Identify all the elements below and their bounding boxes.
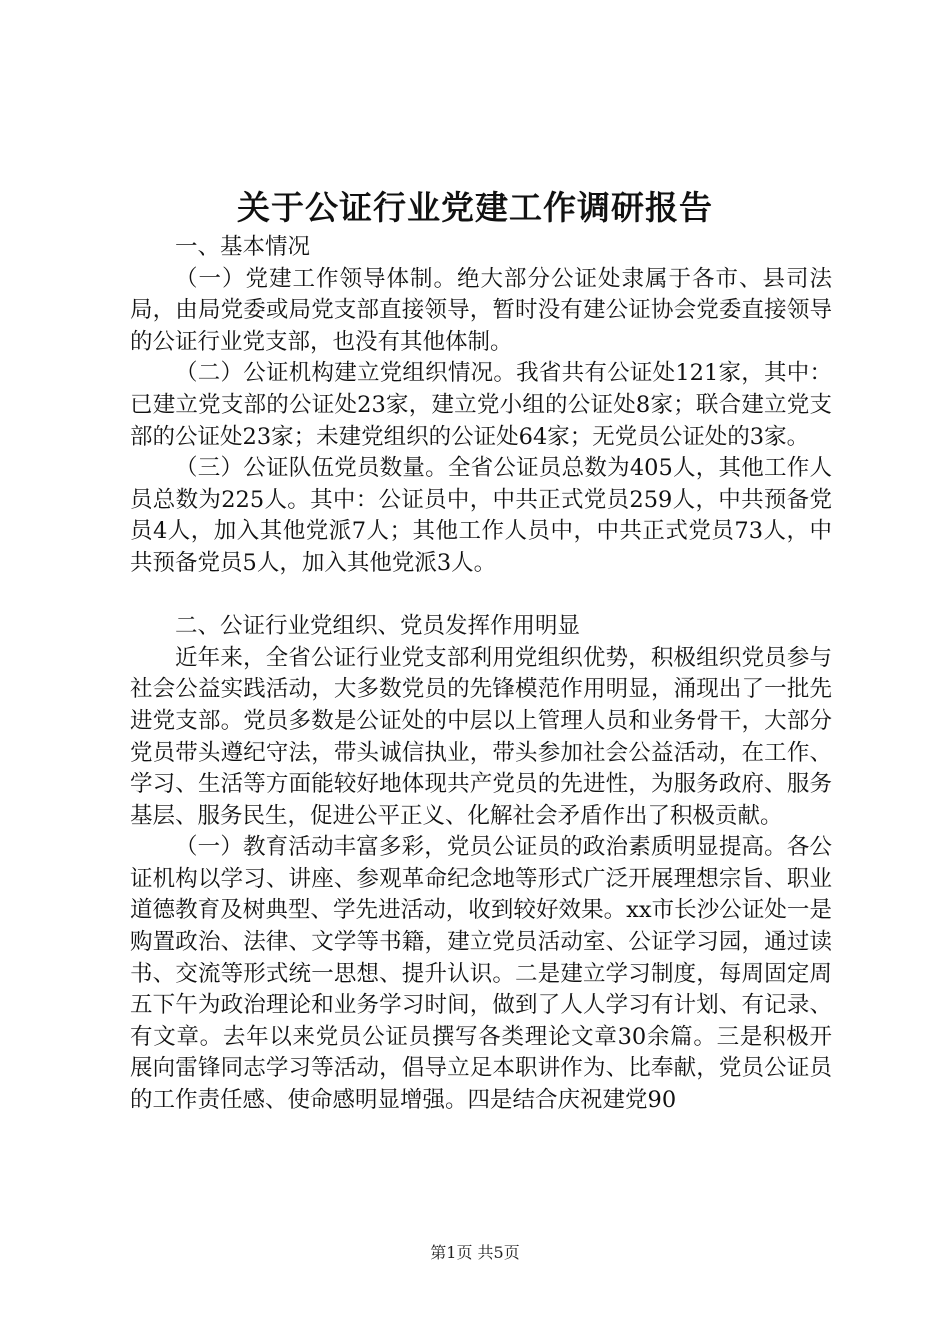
document-body <box>130 232 832 1117</box>
paragraph: （三）公证队伍党员数量。全省公证员总数为405人，其他工作人员总数为225人。其中：公证员中，中共正式党员259人，中共预备党员4人，加入其他党派7人；其他工作人员中，中共正式党员73人，中共预备党员5人，加入其他党派3人。 <box>130 455 832 576</box>
document-title: 关于公证行业党建工作调研报告 <box>237 188 713 227</box>
paragraph: 近年来，全省公证行业党支部利用党组织优势，积极组织党员参与社会公益实践活动，大多数党员的先锋模范作用明显，涌现出了一批先进党支部。党员多数是公证处的中层以上管理人员和业务骨干，大部分党员带头遵纪守法，带头诚信执业，带头参加社会公益活动，在工作、学习、生活等方面能较好地体现共产党员的先进性，为服务政府、服务基层、服务民生，促进公平正义、化解社会矛盾作出了积极贡献。 <box>130 644 832 829</box>
section-heading: 二、公证行业党组织、党员发挥作用明显 <box>175 613 581 640</box>
paragraph: （二）公证机构建立党组织情况。我省共有公证处121家，其中：已建立党支部的公证处23家，建立党小组的公证处8家；联合建立党支部的公证处23家；未建党组织的公证处64家；无党员公证处的3家。 <box>130 360 832 450</box>
paragraph: （一）教育活动丰富多彩，党员公证员的政治素质明显提高。各公证机构以学习、讲座、参观革命纪念地等形式广泛开展理想宗旨、职业道德教育及树典型、学先进活动，收到较好效果。xx市长沙公证处一是购置政治、法律、文学等书籍，建立党员活动室、公证学习园，通过读书、交流等形式统一思想、提升认识。二是建立学习制度，每周固定周五下午为政治理论和业务学习时间，做到了人人学习有计划、有记录、有文章。去年以来党员公证员撰写各类理论文章30余篇。三是积极开展向雷锋同志学习等活动，倡导立足本职讲作为、比奉献，党员公证员的工作责任感、使命感明显增强。四是结合庆祝建党90 <box>130 834 832 1114</box>
page-number-footer: 第1页 共5页 <box>430 1243 520 1262</box>
paragraph: （一）党建工作领导体制。绝大部分公证处隶属于各市、县司法局，由局党委或局党支部直接领导，暂时没有建公证协会党委直接领导的公证行业党支部，也没有其他体制。 <box>130 265 832 355</box>
paragraph-spacer <box>130 580 832 612</box>
section-heading: 一、基本情况 <box>175 234 311 260</box>
